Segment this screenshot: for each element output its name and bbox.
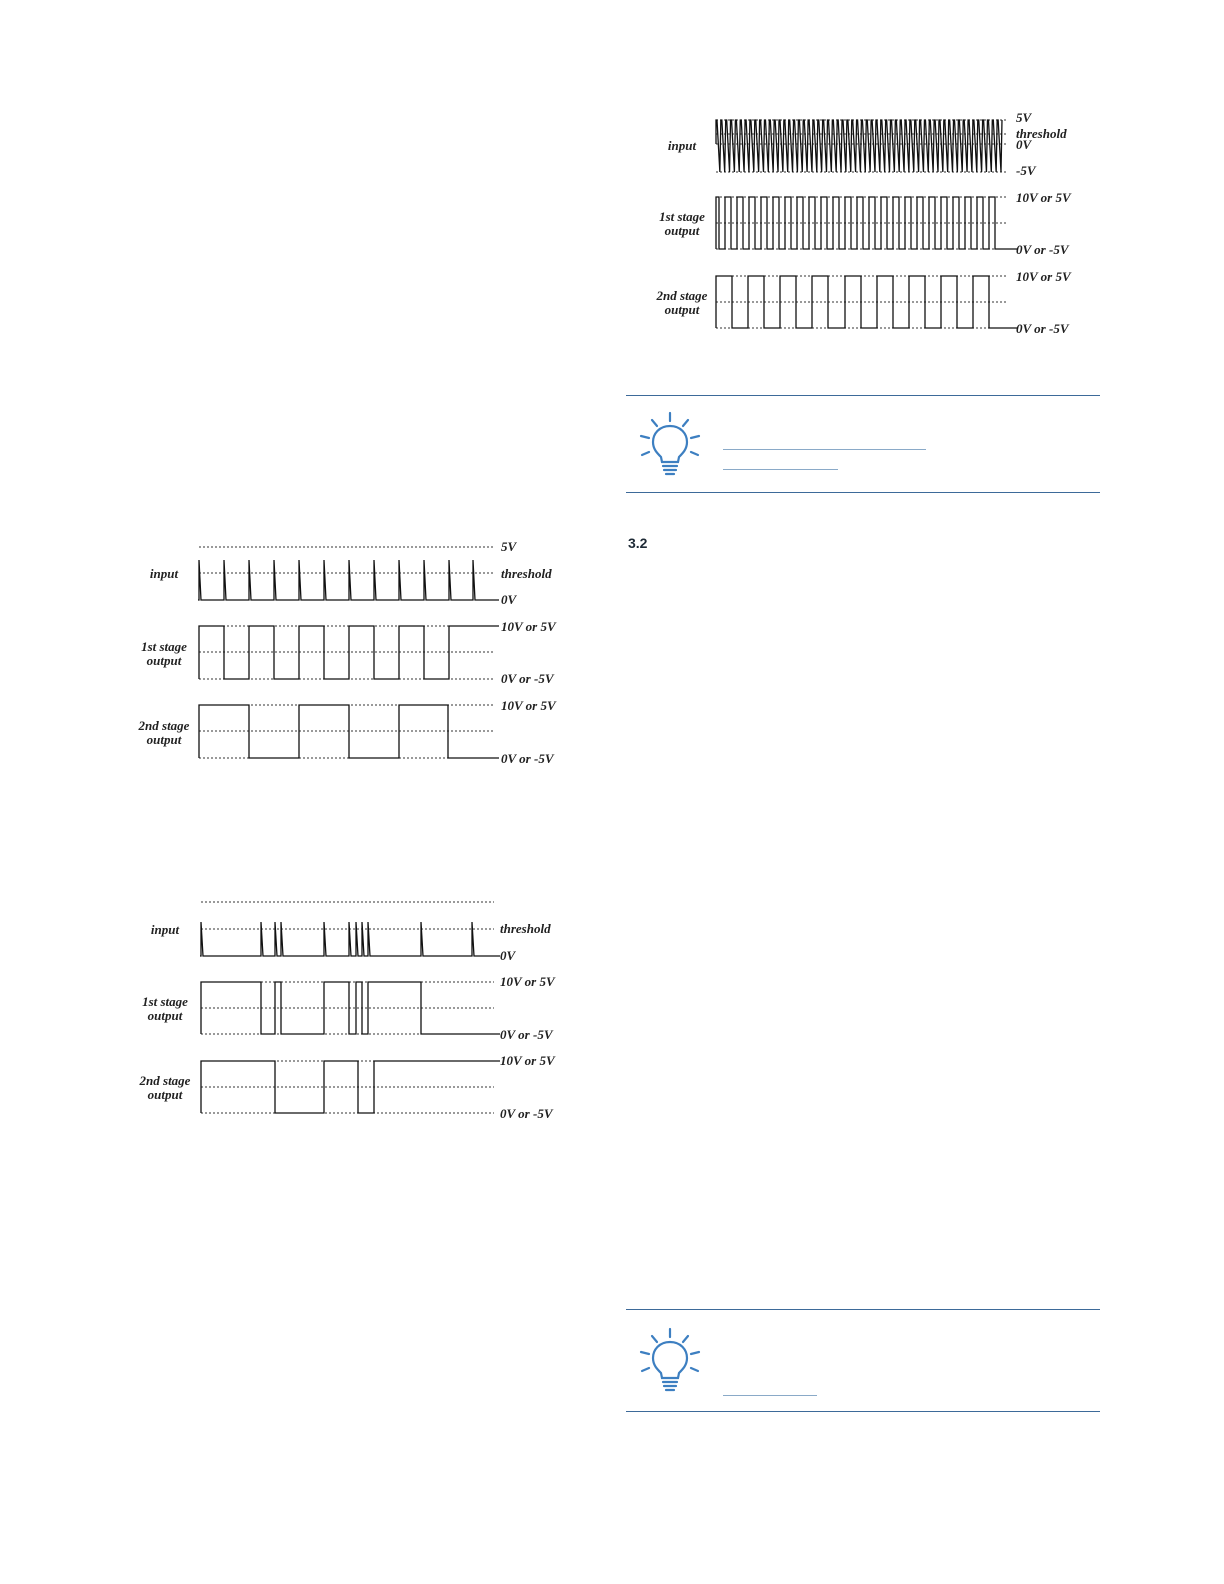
waveforms-top xyxy=(716,120,1018,328)
stage2-label-line1: 2nd stage xyxy=(656,288,708,303)
input-waveform xyxy=(716,120,1002,172)
input-waveform xyxy=(200,922,500,956)
input-label: input xyxy=(150,922,180,937)
stage2-low-label: 0V or -5V xyxy=(501,751,554,766)
stage1-high-label: 10V or 5V xyxy=(1016,190,1071,205)
level-neg5v-label: -5V xyxy=(1016,163,1036,178)
stage1-label-line2: output xyxy=(147,1008,183,1023)
stage1-low-label: 0V or -5V xyxy=(1016,242,1069,257)
waveforms-periodic xyxy=(198,547,499,758)
stage1-high-label: 10V or 5V xyxy=(501,619,556,634)
stage1-low-label: 0V or -5V xyxy=(500,1027,553,1042)
stage2-high-label: 10V or 5V xyxy=(501,698,556,713)
stage2-label-line2: output xyxy=(147,1087,183,1102)
stage1-label-line1: 1st stage xyxy=(141,639,187,654)
stage1-low-label: 0V or -5V xyxy=(501,671,554,686)
tip-text-placeholder-line xyxy=(723,1395,817,1396)
diagram-random-svg xyxy=(128,894,578,1126)
input-label: input xyxy=(149,566,179,581)
stage2-label-line1: 2nd stage xyxy=(139,1073,191,1088)
stage1-label-line1: 1st stage xyxy=(142,994,188,1009)
stage2-high-label: 10V or 5V xyxy=(500,1053,555,1068)
waveforms-random xyxy=(200,902,500,1113)
stage1-label-line2: output xyxy=(146,653,182,668)
stage2-high-label: 10V or 5V xyxy=(1016,269,1071,284)
level-5v-label: 5V xyxy=(1016,110,1032,125)
diagram-periodic-svg xyxy=(128,538,578,772)
lightbulb-icon xyxy=(638,411,702,477)
stage1-high-label: 10V or 5V xyxy=(500,974,555,989)
level-5v-label: 5V xyxy=(501,539,517,554)
level-threshold-label: threshold xyxy=(501,566,552,581)
level-threshold-label: threshold xyxy=(500,921,551,936)
stage2-label-line2: output xyxy=(146,732,182,747)
diagram-top-svg xyxy=(640,108,1090,340)
level-threshold-label: threshold xyxy=(1016,126,1067,141)
frequency-divider-diagram-random xyxy=(128,894,578,1126)
stage1-waveform xyxy=(199,626,499,679)
stage2-label-line2: output xyxy=(664,302,700,317)
level-0v-label: 0V xyxy=(501,592,517,607)
tip-box-2 xyxy=(626,1309,1100,1412)
stage2-waveform xyxy=(199,705,499,758)
tip-text-placeholder-line xyxy=(723,449,926,450)
stage2-label-line1: 2nd stage xyxy=(138,718,190,733)
lightbulb-icon xyxy=(638,1327,702,1393)
tip-text-placeholder-line xyxy=(723,469,838,470)
stage2-low-label: 0V or -5V xyxy=(500,1106,553,1121)
tip-box-1 xyxy=(626,395,1100,493)
input-label: input xyxy=(667,138,697,153)
frequency-divider-diagram-top xyxy=(640,108,1090,340)
level-0v-label: 0V xyxy=(500,948,516,963)
stage2-low-label: 0V or -5V xyxy=(1016,321,1069,336)
level-0v-label: 0V xyxy=(1016,137,1032,152)
section-number: 3.2 xyxy=(628,535,648,551)
frequency-divider-diagram-periodic xyxy=(128,538,578,772)
stage1-label-line2: output xyxy=(664,223,700,238)
stage1-label-line1: 1st stage xyxy=(659,209,705,224)
input-waveform xyxy=(198,560,499,600)
